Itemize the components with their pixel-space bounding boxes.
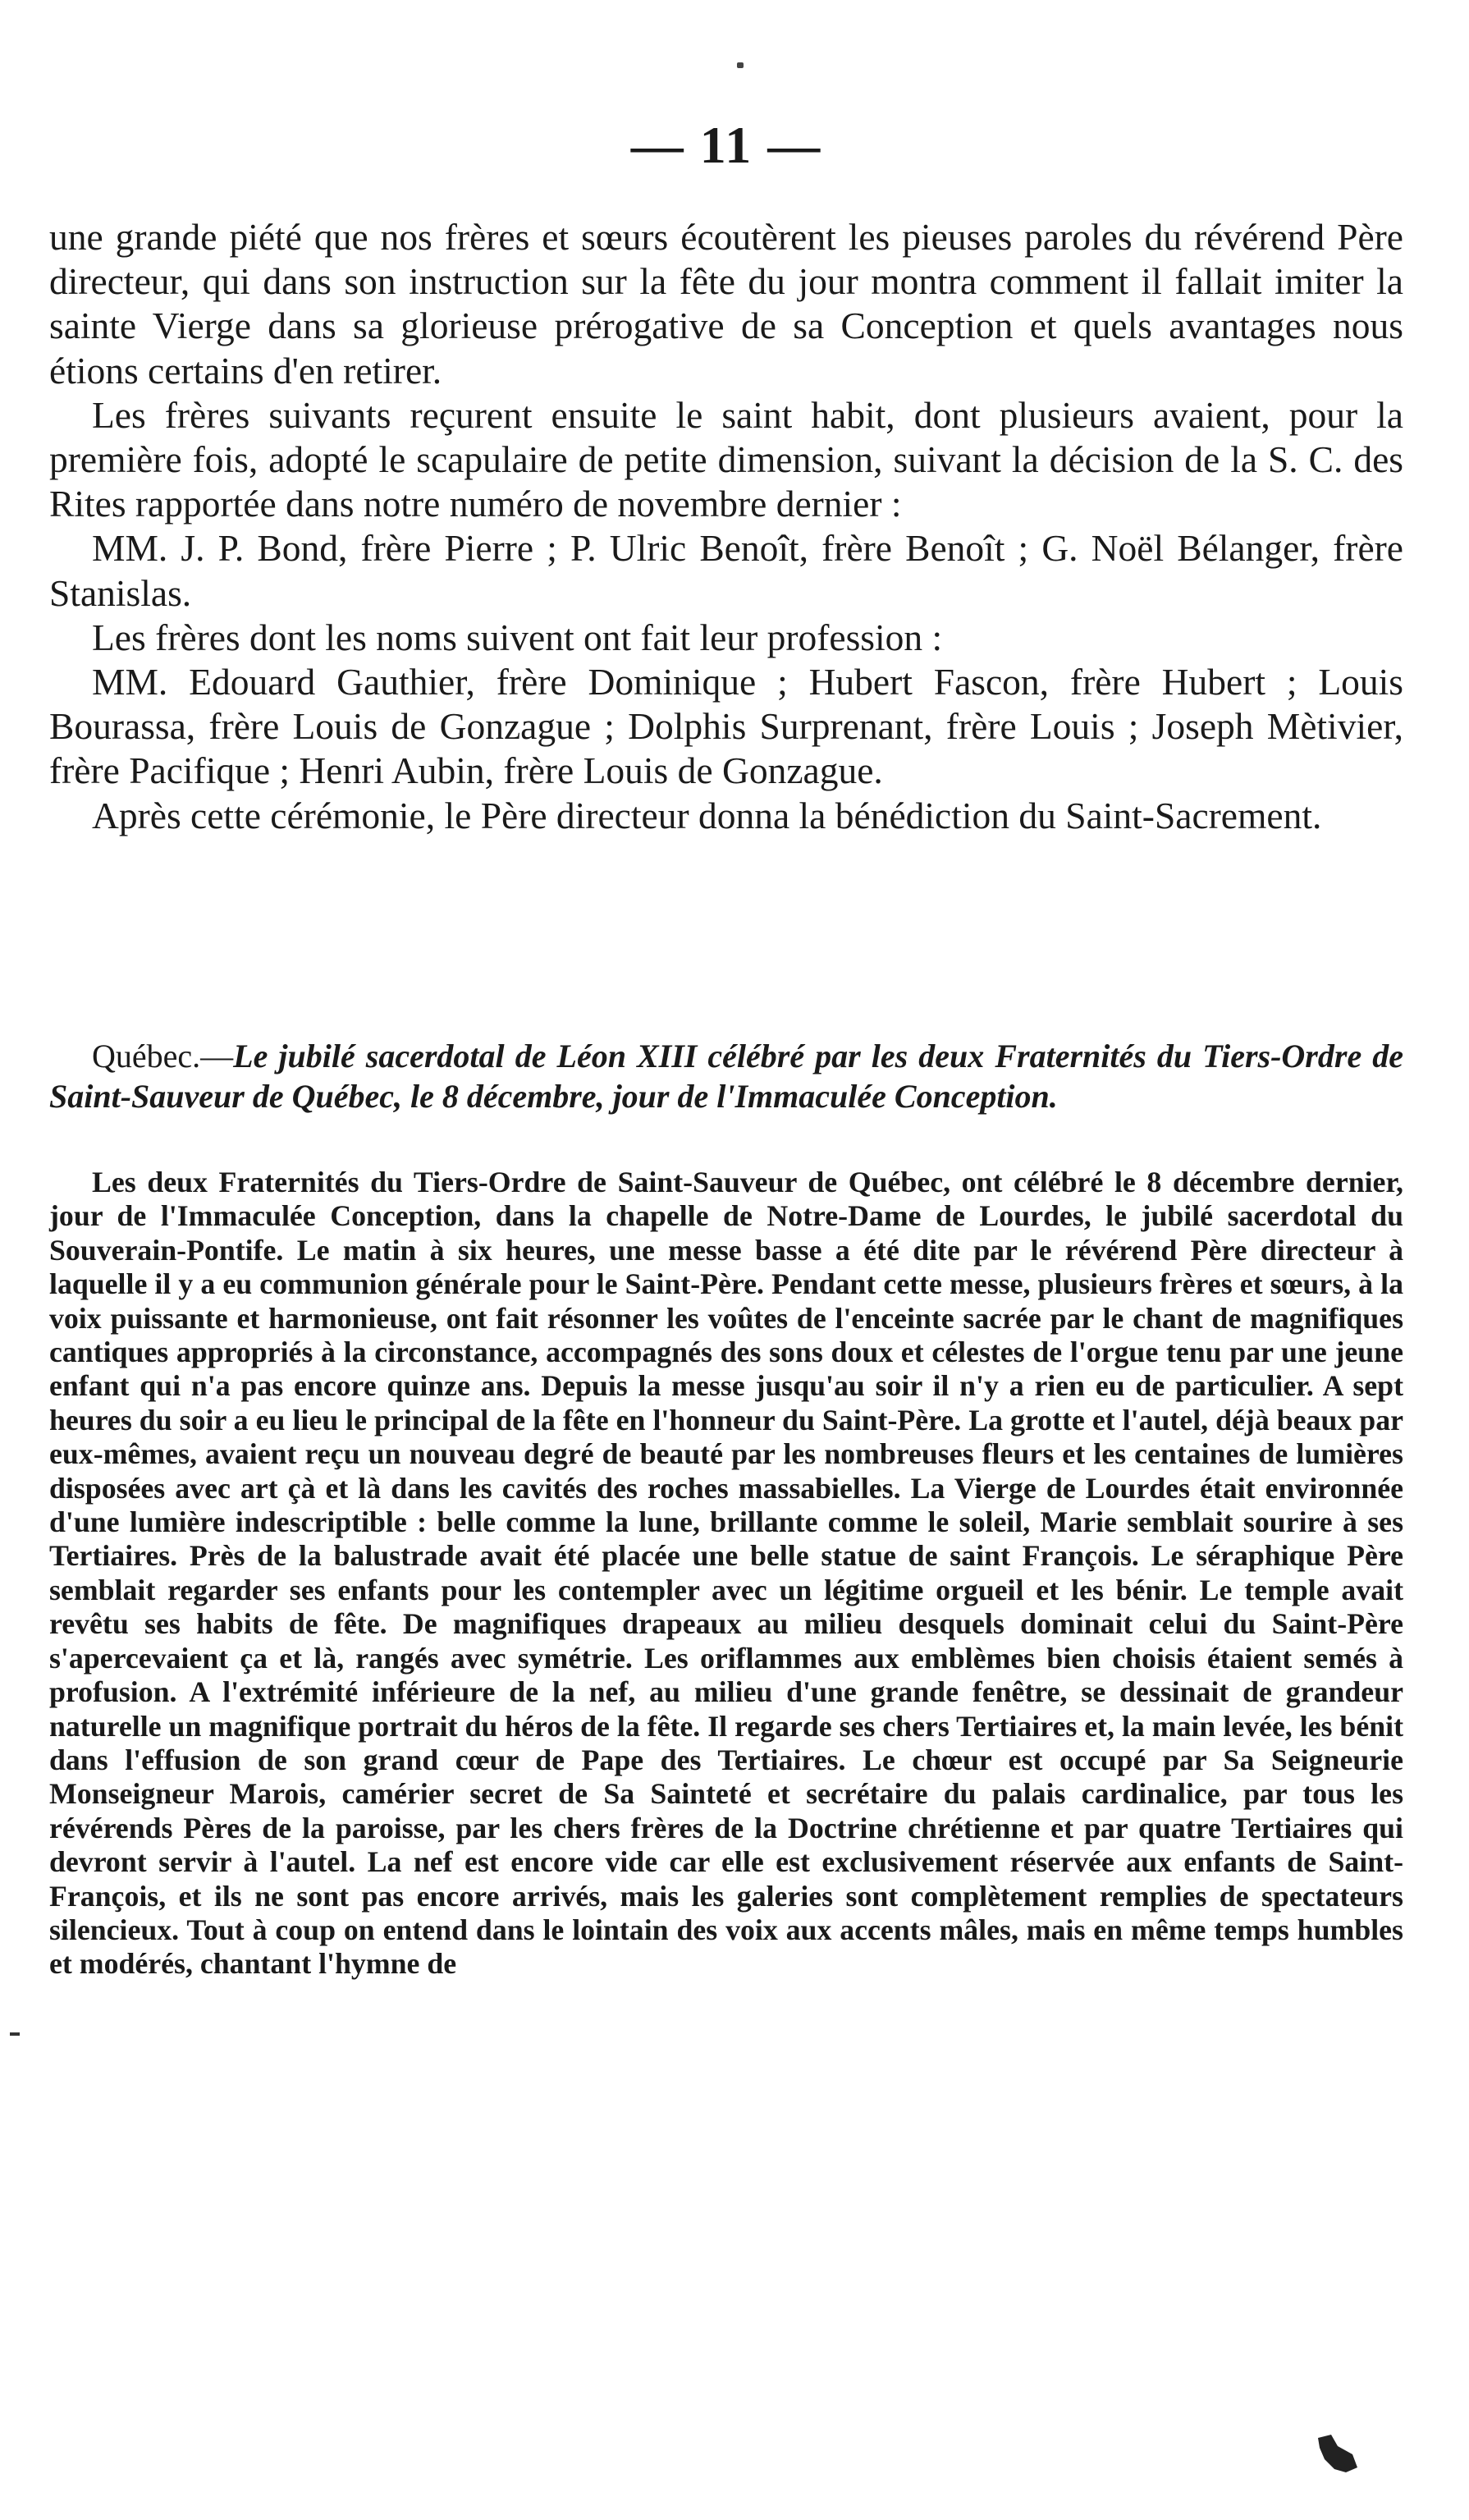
headline-place: Québec.—	[92, 1038, 234, 1074]
headline-title: Le jubilé sacerdotal de Léon XIII célébré par les deux Fraternités du Tiers-Ordre de Saint-Sauveur de Québec, le 8 décembre, jour de l'Immaculée Conception.	[49, 1038, 1403, 1115]
paragraph-continuation: une grande piété que nos frères et sœurs écoutèrent les pieuses paroles du révérend Père directeur, qui dans son instruction sur la fête du jour montra comment il fallait imiter la sainte Vierge dans sa glorieuse prérogative de sa Conception et quels avantages nous étions certains d'en retirer.	[49, 216, 1403, 392]
document-page	[49, 0, 1403, 2520]
paragraph-benediction: Après cette cérémonie, le Père directeur donna la bénédiction du Saint-Sacrement.	[92, 794, 1322, 836]
upper-section	[49, 215, 1403, 838]
paragraph-habit-names: MM. J. P. Bond, frère Pierre ; P. Ulric Benoît, frère Benoît ; G. Noël Bélanger, frère Stanislas.	[49, 527, 1403, 614]
print-speck	[737, 62, 744, 68]
article-headline	[49, 1036, 1403, 1116]
page-number: — 11 —	[630, 116, 822, 174]
paragraph-profession-intro: Les frères dont les noms suivent ont fait leur profession :	[92, 616, 943, 658]
ink-blot-icon	[1313, 2430, 1362, 2479]
article-body: Les deux Fraternités du Tiers-Ordre de Saint-Sauveur de Québec, ont célébré le 8 décembre dernier, jour de l'Immaculée Conception, dans la chapelle de Notre-Dame de Lourdes, le jubilé sacerdotal du Souverain-Pontife. Le matin à six heures, une messe basse a été dite par le révérend Père directeur à laquelle il y a eu communion générale pour le Saint-Père. Pendant cette messe, plusieurs frères et sœurs, à la voix puissante et harmonieuse, ont fait résonner les voûtes de l'enceinte sacrée par le chant de magnifiques cantiques appropriés à la circonstance, accompagnés des sons doux et célestes de l'orgue tenu par une jeune enfant qui n'a pas encore quinze ans. Depuis la messe jusqu'au soir il n'y a rien eu de particulier. A sept heures du soir a eu lieu le principal de la fête en l'honneur du Saint-Père. La grotte et l'autel, déjà beaux par eux-mêmes, avaient reçu un nouveau degré de beauté par les nombreuses fleurs et les centaines de lumières disposées avec art çà et là dans les cavités des roches massabielles. La Vierge de Lourdes était environnée d'une lumière indescriptible : belle comme la lune, brillante comme le soleil, Marie semblait sourire à ses Tertiaires. Près de la balustrade avait été placée une belle statue de saint François. Le séraphique Père semblait regarder ses enfants pour les contempler avec un légitime orgueil et les bénir. Le temple avait revêtu ses habits de fête. De magnifiques drapeaux au milieu desquels dominait celui du Saint-Père s'apercevaient ça et là, rangés avec symétrie. Les oriflammes aux emblèmes bien choisis étaient semés à profusion. A l'extrémité inférieure de la nef, au milieu d'une grande fenêtre, se dessinait de grandeur naturelle un magnifique portrait du héros de la fête. Il regarde ses chers Tertiaires et, la main levée, les bénit dans l'effusion de son grand cœur de Pape des Tertiaires. Le chœur est occupé par Sa Seigneurie Monseigneur Marois, camérier secret de Sa Sainteté et secrétaire du palais cardinalice, par tous les révérends Pères de la paroisse, par les chers frères de la Doctrine chrétienne et par quatre Tertiaires qui devront servir à l'autel. La nef est encore vide car elle est exclusivement réservée aux enfants de Saint-François, et ils ne sont pas encore arrivés, mais les galeries sont complètement remplies de spectateurs silencieux. Tout à coup on entend dans le lointain des voix aux accents mâles, mais en même temps humbles et modérés, chantant l'hymne de	[49, 1166, 1403, 1981]
margin-mark	[10, 2032, 20, 2036]
paragraph-new-habits: Les frères suivants reçurent ensuite le saint habit, dont plusieurs avaient, pour la première fois, adopté le scapulaire de petite dimension, suivant la décision de la S. C. des Rites rapportée dans notre numéro de novembre dernier :	[49, 393, 1403, 525]
paragraph-profession-names: MM. Edouard Gauthier, frère Dominique ; Hubert Fascon, frère Hubert ; Louis Bourassa, frère Louis de Gonzague ; Dolphis Surprenant, frère Louis ; Joseph Mètivier, frère Pacifique ; Henri Aubin, frère Louis de Gonzague.	[49, 661, 1403, 792]
